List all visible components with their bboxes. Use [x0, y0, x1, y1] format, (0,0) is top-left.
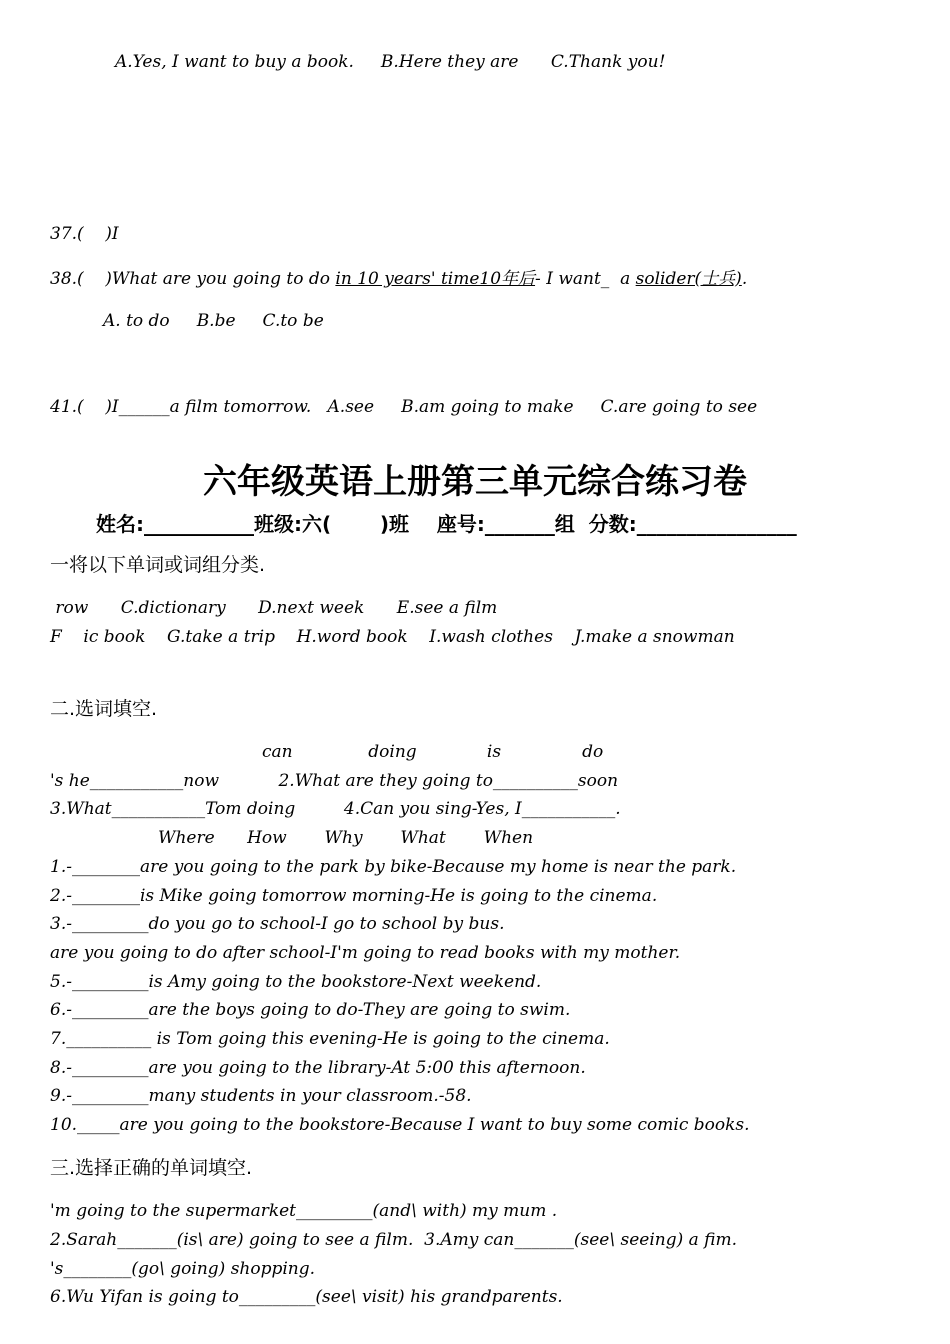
- section2-line1: 's he___________now 2.What are they going to__________soon: [50, 771, 619, 791]
- q38-part-c: - I want_ a: [535, 269, 636, 289]
- q41: 41.( )I______a film tomorrow. A.see B.am going to make C.are going to see: [50, 397, 758, 417]
- section2-item: 10._____are you going to the bookstore-Because I want to buy some comic books.: [50, 1115, 750, 1135]
- section2-item: 1.-________are you going to the park by bike-Because my home is near the park.: [50, 857, 737, 877]
- q38-part-b: in 10 years' time10年后: [335, 269, 536, 289]
- q36-options: A.Yes, I want to buy a book. B.Here they are C.Thank you!: [115, 52, 666, 72]
- section2-item: 6.-_________are the boys going to do-They are going to swim.: [50, 1000, 571, 1020]
- q38-part-a: 38.( )What are you going to do: [50, 269, 336, 289]
- section2-heading: 二.选词填空.: [50, 698, 158, 720]
- q38-part-e: .: [741, 269, 748, 289]
- section2-item: 3.-_________do you go to school-I go to school by bus.: [50, 914, 505, 934]
- section1-line1: row C.dictionary D.next week E.see a film: [50, 598, 498, 618]
- section2-item: 5.-_________is Amy going to the bookstore-Next weekend.: [50, 972, 542, 992]
- section2-item: 8.-_________are you going to the library-At 5:00 this afternoon.: [50, 1058, 586, 1078]
- page-title: 六年级英语上册第三单元综合练习卷: [203, 462, 747, 502]
- section2-wordbank1: can doing is do: [262, 742, 604, 762]
- section1-heading: 一将以下单词或词组分类.: [50, 554, 266, 576]
- q38-options: A. to do B.be C.to be: [103, 311, 324, 331]
- section2-line2: 3.What___________Tom doing 4.Can you sing-Yes, I___________.: [50, 799, 621, 819]
- section3-heading: 三.选择正确的单词填空.: [50, 1157, 253, 1179]
- section3-item: 2.Sarah_______(is\ are) going to see a film. 3.Amy can_______(see\ seeing) a fim.: [50, 1230, 738, 1250]
- section2-wordbank2: Where How Why What When: [158, 828, 534, 848]
- q38: [50, 268, 747, 290]
- section2-item: 9.-_________many students in your classroom.-58.: [50, 1086, 472, 1106]
- student-info-line: 姓名:___________班级:六( )班 座号:_______组 分数:________________: [96, 512, 797, 536]
- section3-item: 6.Wu Yifan is going to_________(see\ visit) his grandparents.: [50, 1287, 563, 1307]
- section2-item: are you going to do after school-I'm going to read books with my mother.: [50, 943, 681, 963]
- section1-line2: F ic book G.take a trip H.word book I.wash clothes J.make a snowman: [50, 627, 735, 647]
- q37: 37.( )I: [50, 224, 119, 244]
- section2-item: 2.-________is Mike going tomorrow morning-He is going to the cinema.: [50, 886, 658, 906]
- section3-item: 'm going to the supermarket_________(and\ with) my mum .: [50, 1201, 558, 1221]
- section3-item: 's________(go\ going) shopping.: [50, 1259, 316, 1279]
- section2-item: 7.__________ is Tom going this evening-He is going to the cinema.: [50, 1029, 610, 1049]
- q38-part-d: solider(士兵): [635, 269, 742, 289]
